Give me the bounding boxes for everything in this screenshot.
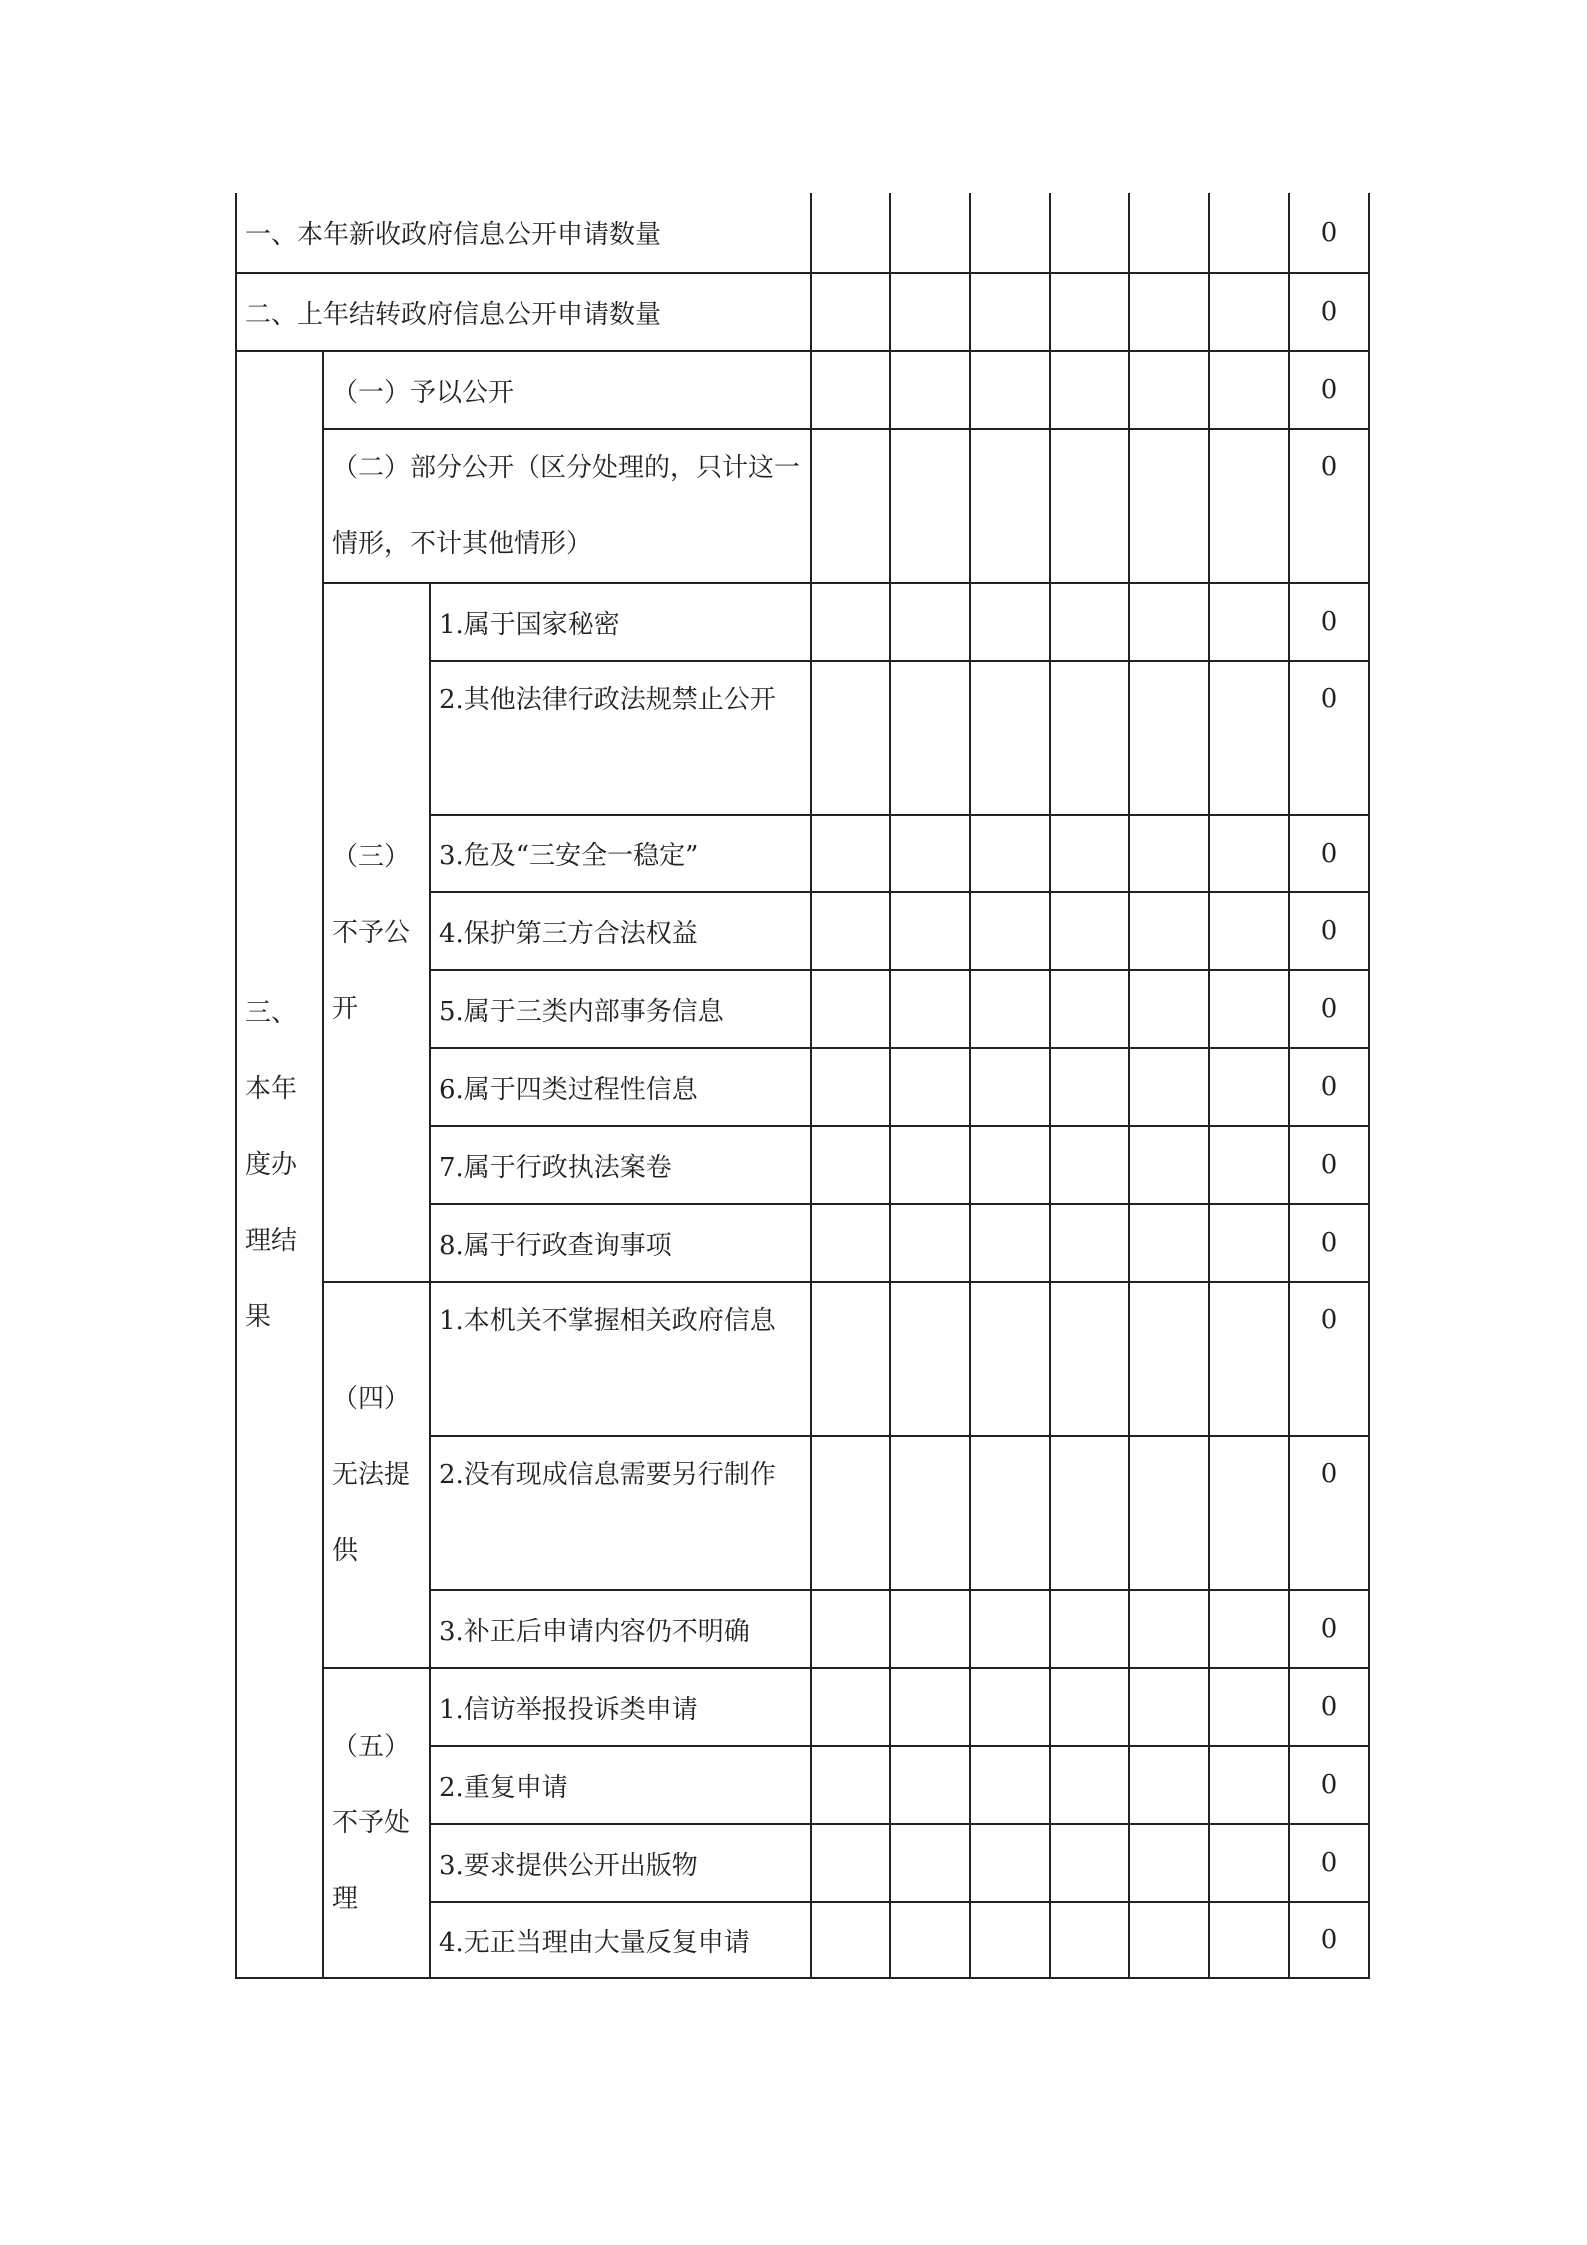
not-processed-item-value: 0 bbox=[1289, 1668, 1369, 1746]
table-row bbox=[236, 583, 1369, 661]
blank-cell bbox=[890, 892, 970, 970]
not-open-item-label: 6.属于四类过程性信息 bbox=[430, 1048, 811, 1126]
blank-cell bbox=[1050, 1126, 1129, 1204]
blank-cell bbox=[890, 273, 970, 351]
blank-cell bbox=[970, 1204, 1050, 1282]
blank-cell bbox=[1209, 815, 1289, 892]
blank-cell bbox=[970, 351, 1050, 429]
blank-cell bbox=[970, 892, 1050, 970]
statistics-table bbox=[235, 193, 1370, 1979]
blank-cell bbox=[1129, 815, 1209, 892]
blank-cell bbox=[970, 815, 1050, 892]
blank-cell bbox=[970, 1126, 1050, 1204]
blank-cell bbox=[811, 193, 890, 273]
blank-cell bbox=[1129, 583, 1209, 661]
blank-cell bbox=[811, 892, 890, 970]
blank-cell bbox=[970, 583, 1050, 661]
not-open-label: （三）不予公开 bbox=[323, 583, 430, 1282]
blank-cell bbox=[1129, 970, 1209, 1048]
not-open-item-value: 0 bbox=[1289, 1204, 1369, 1282]
unable-item-label: 1.本机关不掌握相关政府信息 bbox=[430, 1282, 811, 1436]
unable-item-label: 3.补正后申请内容仍不明确 bbox=[430, 1590, 811, 1668]
blank-cell bbox=[1209, 351, 1289, 429]
blank-cell bbox=[811, 1436, 890, 1590]
blank-cell bbox=[1050, 1590, 1129, 1668]
blank-cell bbox=[1209, 1436, 1289, 1590]
blank-cell bbox=[1050, 1282, 1129, 1436]
table-row bbox=[236, 429, 1369, 583]
blank-cell bbox=[1209, 1204, 1289, 1282]
blank-cell bbox=[1050, 1436, 1129, 1590]
table-row bbox=[236, 1282, 1369, 1436]
not-open-item-value: 0 bbox=[1289, 892, 1369, 970]
not-processed-item-label: 1.信访举报投诉类申请 bbox=[430, 1668, 811, 1746]
blank-cell bbox=[970, 193, 1050, 273]
blank-cell bbox=[811, 815, 890, 892]
unable-item-value: 0 bbox=[1289, 1590, 1369, 1668]
blank-cell bbox=[811, 1590, 890, 1668]
blank-cell bbox=[811, 429, 890, 583]
blank-cell bbox=[890, 1746, 970, 1824]
blank-cell bbox=[1129, 892, 1209, 970]
blank-cell bbox=[1209, 1746, 1289, 1824]
blank-cell bbox=[1050, 970, 1129, 1048]
blank-cell bbox=[811, 583, 890, 661]
blank-cell bbox=[811, 970, 890, 1048]
not-open-item-value: 0 bbox=[1289, 583, 1369, 661]
not-open-item-label: 8.属于行政查询事项 bbox=[430, 1204, 811, 1282]
blank-cell bbox=[1209, 1126, 1289, 1204]
unable-item-value: 0 bbox=[1289, 1436, 1369, 1590]
blank-cell bbox=[1050, 1746, 1129, 1824]
blank-cell bbox=[811, 1048, 890, 1126]
blank-cell bbox=[1129, 1824, 1209, 1902]
blank-cell bbox=[890, 1436, 970, 1590]
blank-cell bbox=[1129, 1902, 1209, 1978]
blank-cell bbox=[1050, 1824, 1129, 1902]
not-processed-item-label: 3.要求提供公开出版物 bbox=[430, 1824, 811, 1902]
blank-cell bbox=[1209, 970, 1289, 1048]
not-open-item-value: 0 bbox=[1289, 970, 1369, 1048]
blank-cell bbox=[1209, 661, 1289, 815]
not-open-item-label: 7.属于行政执法案卷 bbox=[430, 1126, 811, 1204]
not-open-item-label: 3.危及“三安全一稳定” bbox=[430, 815, 811, 892]
blank-cell bbox=[811, 1204, 890, 1282]
blank-cell bbox=[1129, 351, 1209, 429]
table-row bbox=[236, 351, 1369, 429]
unable-item-label: 2.没有现成信息需要另行制作 bbox=[430, 1436, 811, 1590]
carried-over-label: 二、上年结转政府信息公开申请数量 bbox=[236, 273, 811, 351]
not-open-item-label: 2.其他法律行政法规禁止公开 bbox=[430, 661, 811, 815]
blank-cell bbox=[1050, 193, 1129, 273]
blank-cell bbox=[970, 661, 1050, 815]
blank-cell bbox=[970, 1048, 1050, 1126]
blank-cell bbox=[1209, 1902, 1289, 1978]
blank-cell bbox=[890, 1902, 970, 1978]
blank-cell bbox=[890, 1824, 970, 1902]
blank-cell bbox=[1129, 1126, 1209, 1204]
open-label: （一）予以公开 bbox=[323, 351, 811, 429]
blank-cell bbox=[890, 1282, 970, 1436]
blank-cell bbox=[1129, 429, 1209, 583]
not-open-item-value: 0 bbox=[1289, 815, 1369, 892]
not-open-item-value: 0 bbox=[1289, 661, 1369, 815]
blank-cell bbox=[1050, 1048, 1129, 1126]
blank-cell bbox=[890, 815, 970, 892]
blank-cell bbox=[811, 1126, 890, 1204]
new-requests-label: 一、本年新收政府信息公开申请数量 bbox=[236, 193, 811, 273]
blank-cell bbox=[1209, 1282, 1289, 1436]
blank-cell bbox=[1209, 583, 1289, 661]
blank-cell bbox=[970, 970, 1050, 1048]
blank-cell bbox=[811, 1902, 890, 1978]
blank-cell bbox=[890, 661, 970, 815]
blank-cell bbox=[1129, 273, 1209, 351]
blank-cell bbox=[1050, 351, 1129, 429]
blank-cell bbox=[970, 1282, 1050, 1436]
open-total: 0 bbox=[1289, 351, 1369, 429]
blank-cell bbox=[1129, 1590, 1209, 1668]
partial-total: 0 bbox=[1289, 429, 1369, 583]
blank-cell bbox=[1129, 193, 1209, 273]
partial-label: （二）部分公开（区分处理的，只计这一情形，不计其他情形） bbox=[323, 429, 811, 583]
blank-cell bbox=[811, 351, 890, 429]
not-open-item-label: 1.属于国家秘密 bbox=[430, 583, 811, 661]
blank-cell bbox=[970, 1824, 1050, 1902]
blank-cell bbox=[1129, 661, 1209, 815]
blank-cell bbox=[1050, 1668, 1129, 1746]
not-open-item-label: 4.保护第三方合法权益 bbox=[430, 892, 811, 970]
not-processed-item-label: 4.无正当理由大量反复申请 bbox=[430, 1902, 811, 1978]
section-3-label: 三、本年度办理结果 bbox=[236, 351, 323, 1978]
not-processed-item-value: 0 bbox=[1289, 1824, 1369, 1902]
blank-cell bbox=[890, 970, 970, 1048]
blank-cell bbox=[1050, 273, 1129, 351]
blank-cell bbox=[1050, 1204, 1129, 1282]
not-processed-item-value: 0 bbox=[1289, 1746, 1369, 1824]
blank-cell bbox=[1050, 892, 1129, 970]
blank-cell bbox=[811, 1824, 890, 1902]
not-processed-item-value: 0 bbox=[1289, 1902, 1369, 1978]
blank-cell bbox=[1129, 1746, 1209, 1824]
blank-cell bbox=[970, 1590, 1050, 1668]
table-row bbox=[236, 193, 1369, 273]
blank-cell bbox=[1050, 583, 1129, 661]
blank-cell bbox=[811, 661, 890, 815]
blank-cell bbox=[1209, 273, 1289, 351]
blank-cell bbox=[811, 273, 890, 351]
blank-cell bbox=[970, 273, 1050, 351]
blank-cell bbox=[890, 583, 970, 661]
blank-cell bbox=[1209, 1668, 1289, 1746]
blank-cell bbox=[1129, 1282, 1209, 1436]
carried-over-total: 0 bbox=[1289, 273, 1369, 351]
blank-cell bbox=[811, 1668, 890, 1746]
not-processed-label: （五）不予处理 bbox=[323, 1668, 430, 1978]
unable-label: （四）无法提供 bbox=[323, 1282, 430, 1668]
unable-item-value: 0 bbox=[1289, 1282, 1369, 1436]
blank-cell bbox=[890, 1048, 970, 1126]
not-open-item-label: 5.属于三类内部事务信息 bbox=[430, 970, 811, 1048]
blank-cell bbox=[1050, 815, 1129, 892]
blank-cell bbox=[970, 1902, 1050, 1978]
blank-cell bbox=[890, 1668, 970, 1746]
new-requests-total: 0 bbox=[1289, 193, 1369, 273]
blank-cell bbox=[1209, 429, 1289, 583]
blank-cell bbox=[1129, 1668, 1209, 1746]
blank-cell bbox=[811, 1282, 890, 1436]
blank-cell bbox=[1129, 1436, 1209, 1590]
blank-cell bbox=[890, 429, 970, 583]
not-open-item-value: 0 bbox=[1289, 1126, 1369, 1204]
blank-cell bbox=[1050, 661, 1129, 815]
table-row bbox=[236, 1668, 1369, 1746]
blank-cell bbox=[1209, 193, 1289, 273]
blank-cell bbox=[890, 193, 970, 273]
blank-cell bbox=[890, 351, 970, 429]
blank-cell bbox=[1129, 1048, 1209, 1126]
blank-cell bbox=[1129, 1204, 1209, 1282]
blank-cell bbox=[890, 1204, 970, 1282]
blank-cell bbox=[1209, 1048, 1289, 1126]
blank-cell bbox=[970, 1746, 1050, 1824]
table-row bbox=[236, 273, 1369, 351]
blank-cell bbox=[970, 1436, 1050, 1590]
blank-cell bbox=[1209, 1590, 1289, 1668]
blank-cell bbox=[890, 1126, 970, 1204]
blank-cell bbox=[1050, 1902, 1129, 1978]
not-processed-item-label: 2.重复申请 bbox=[430, 1746, 811, 1824]
blank-cell bbox=[1209, 892, 1289, 970]
blank-cell bbox=[1050, 429, 1129, 583]
blank-cell bbox=[1209, 1824, 1289, 1902]
blank-cell bbox=[811, 1746, 890, 1824]
not-open-item-value: 0 bbox=[1289, 1048, 1369, 1126]
blank-cell bbox=[970, 429, 1050, 583]
blank-cell bbox=[890, 1590, 970, 1668]
blank-cell bbox=[970, 1668, 1050, 1746]
